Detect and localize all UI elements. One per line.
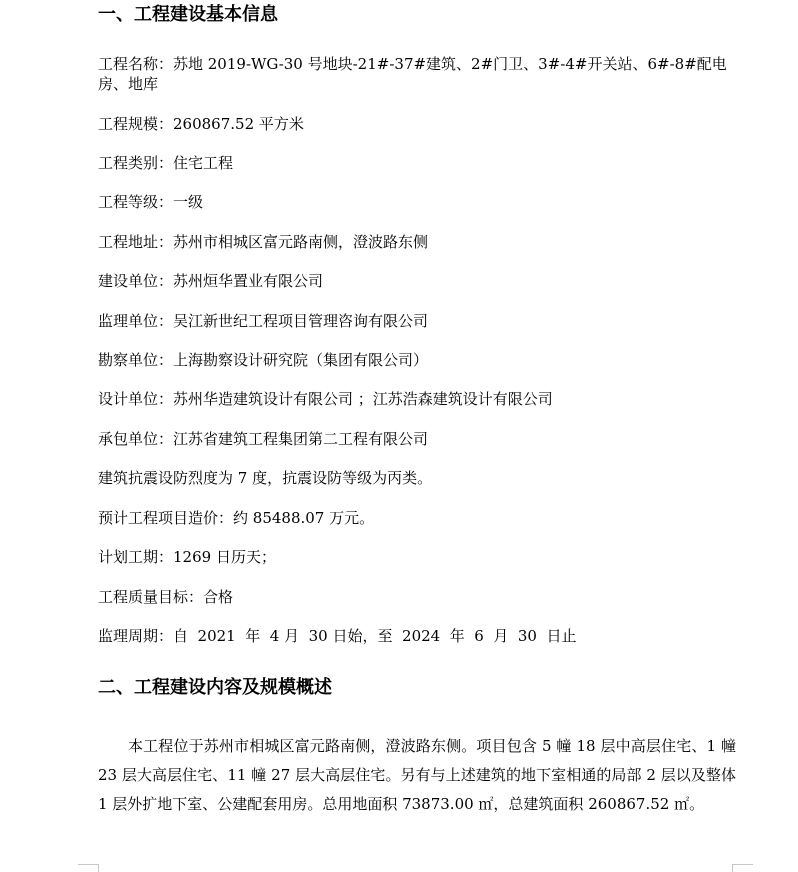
- construction-unit-line: 建设单位：苏州烜华置业有限公司: [98, 272, 324, 290]
- project-address-line: 工程地址：苏州市相城区富元路南侧，澄波路东侧: [98, 233, 429, 251]
- contractor-unit-line: 承包单位：江苏省建筑工程集团第二工程有限公司: [98, 430, 429, 448]
- design-unit-line: 设计单位：苏州华造建筑设计有限公司 ；江苏浩森建筑设计有限公司: [98, 390, 553, 408]
- planned-duration-line: 计划工期：1269 日历天；: [98, 548, 276, 566]
- supervision-unit-line: 监理单位：吴江新世纪工程项目管理咨询有限公司: [98, 312, 429, 330]
- survey-unit-line: 勘察单位：上海勘察设计研究院（集团有限公司）: [98, 351, 429, 369]
- seismic-line: 建筑抗震设防烈度为 7 度，抗震设防等级为丙类。: [98, 469, 433, 487]
- section-2-heading: 二、工程建设内容及规模概述: [98, 677, 332, 698]
- cost-estimate-line: 预计工程项目造价：约 85488.07 万元。: [98, 509, 375, 527]
- supervision-period-line: 监理周期：自 2021 年 4 月 30 日始，至 2024 年 6 月 30 日止: [98, 627, 577, 645]
- page-corner-mark-left: [78, 864, 99, 872]
- project-scale-line: 工程规模：260867.52 平方米: [98, 115, 304, 133]
- project-name-line: 工程名称：苏地 2019-WG-30 号地块-21#-37#建筑、2#门卫、3#-4#开关站、6#-8#配电房、地库: [98, 55, 727, 93]
- project-grade-line: 工程等级：一级: [98, 193, 204, 211]
- project-category-line: 工程类别：住宅工程: [98, 154, 234, 172]
- page-corner-mark-right: [732, 864, 753, 872]
- overview-paragraph: 本工程位于苏州市相城区富元路南侧，澄波路东侧。项目包含 5 幢 18 层中高层住宅、1 幢 23 层大高层住宅、11 幢 27 层大高层住宅。另有与上述建筑的地下室相通的局部 2 层以及整体 1 层外扩地下室、公建配套用房。总用地面积 73873.00 ㎡，总建筑面积 260867.52 ㎡。: [98, 737, 736, 813]
- quality-target-line: 工程质量目标：合格: [98, 588, 234, 606]
- section-1-heading: 一、工程建设基本信息: [98, 4, 278, 25]
